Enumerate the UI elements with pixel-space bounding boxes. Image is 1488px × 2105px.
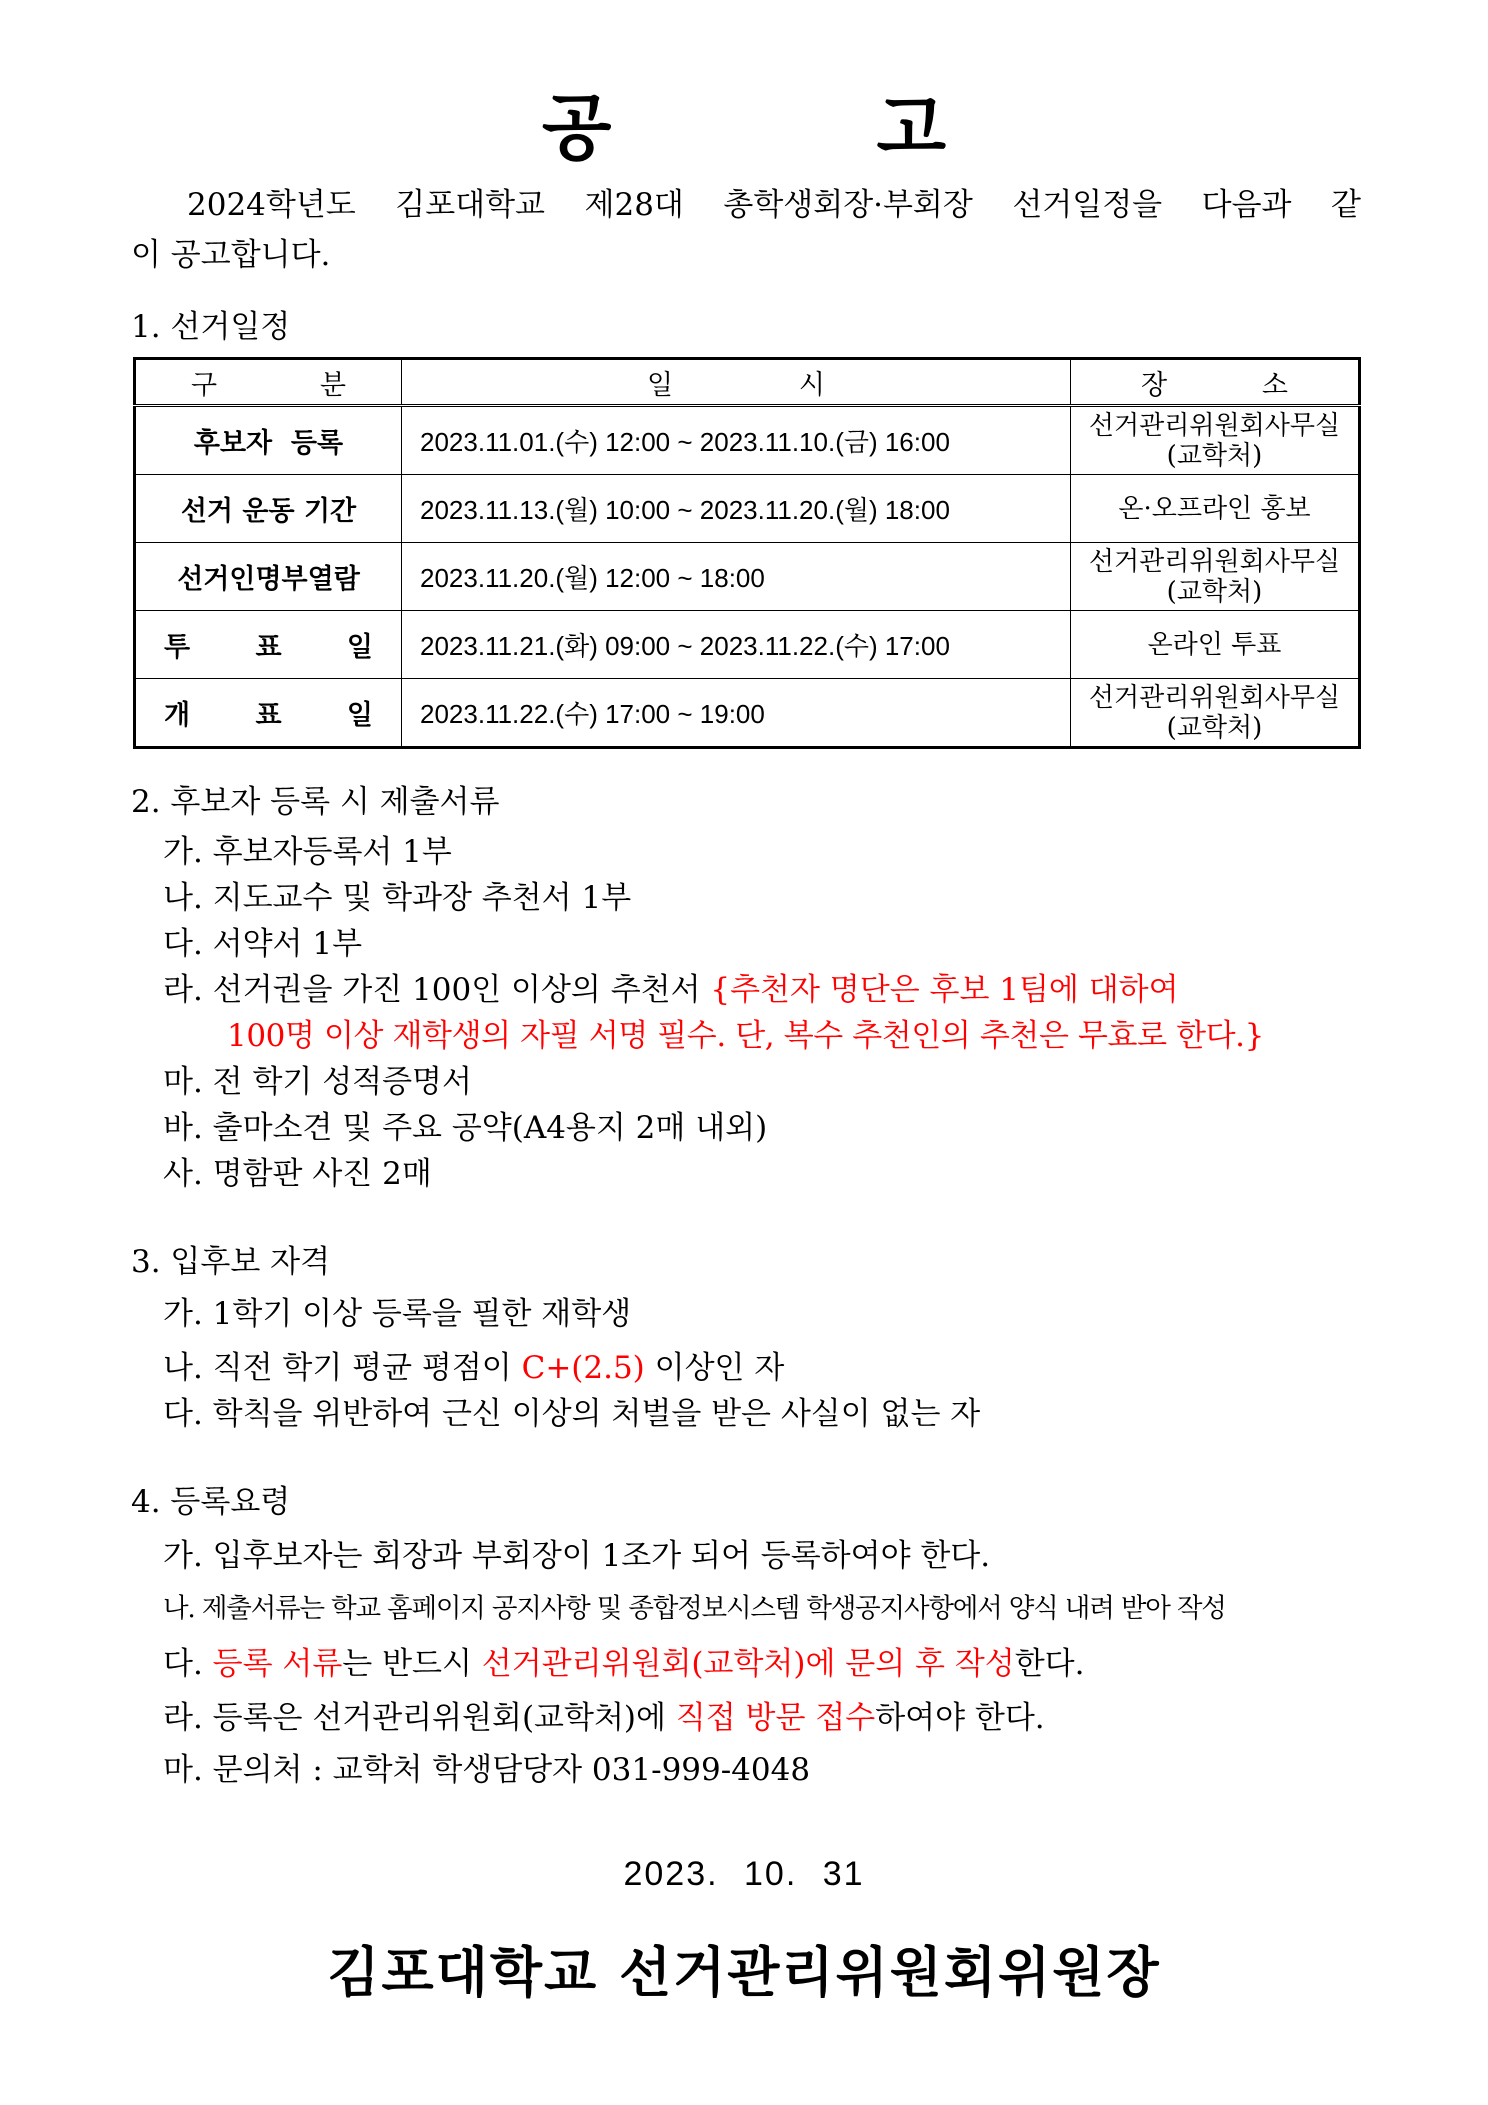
row-place: 선거관리위원회사무실 (교학처) [1071,543,1360,611]
intro-word: 다음과 [1201,187,1292,223]
row-period: 2023.11.13.(월) 10:00 ~ 2023.11.20.(월) 18:00 [402,475,1071,543]
signer-name: 김포대학교 선거관리위원회위원장 [327,1941,1161,2004]
list-item: 마. 문의처 : 교학처 학생담당자 031-999-4048 [163,1752,811,1788]
list-item: 라. 선거권을 가진 100인 이상의 추천서 {추천자 명단은 후보 1팀에 대하여 [163,972,1179,1008]
header-place: 장 소 [1071,359,1360,406]
highlight-text: 등록 서류 [212,1646,343,1682]
schedule-table [133,357,1361,749]
list-item: 다. 서약서 1부 [163,926,363,962]
row-period: 2023.11.22.(수) 17:00 ~ 19:00 [402,679,1071,748]
intro-word: 김포대학교 [395,187,545,223]
list-item: 다. 학칙을 위반하여 근신 이상의 처벌을 받은 사실이 없는 자 [163,1396,981,1432]
intro-word: 제28대 [584,187,684,223]
table-header-row [135,359,1360,406]
list-item: 라. 등록은 선거관리위원회(교학처)에 직접 방문 접수하여야 한다. [163,1700,1045,1736]
highlight-text: 100명 이상 재학생의 자필 서명 필수. 단, 복수 추천인의 추천은 무효로 한다.} [227,1018,1264,1054]
row-label: 투 표 일 [135,611,402,679]
row-place: 온·오프라인 홍보 [1071,475,1360,543]
highlight-text: {추천자 명단은 후보 1팀에 대하여 [710,972,1179,1008]
list-item: 나. 직전 학기 평균 평점이 C+(2.5) 이상인 자 [163,1350,785,1386]
intro-line-1 [131,180,1361,230]
table-row [135,543,1360,611]
list-item: 바. 출마소견 및 주요 공약(A4용지 2매 내외) [163,1110,768,1146]
row-label: 선거인명부열람 [135,543,402,611]
list-item: 나. 지도교수 및 학과장 추천서 1부 [163,880,632,916]
notice-date: 2023. 10. 31 [623,1855,865,1893]
section-1-heading: 1. 선거일정 [131,309,291,345]
row-period: 2023.11.20.(월) 12:00 ~ 18:00 [402,543,1071,611]
section-3-heading: 3. 입후보 자격 [131,1244,331,1280]
row-label: 선거 운동 기간 [135,475,402,543]
table-row [135,611,1360,679]
list-item: 사. 명함판 사진 2매 [163,1156,432,1192]
header-category: 구 분 [135,359,402,406]
intro-word: 총학생회장·부회장 [723,187,973,223]
intro-word: 같 [1331,187,1361,223]
section-4-heading: 4. 등록요령 [131,1484,291,1520]
table-row [135,475,1360,543]
section-2-heading: 2. 후보자 등록 시 제출서류 [131,784,500,820]
row-period: 2023.11.01.(수) 12:00 ~ 2023.11.10.(금) 16:00 [402,406,1071,475]
list-item: 다. 등록 서류는 반드시 선거관리위원회(교학처)에 문의 후 작성한다. [163,1646,1085,1682]
row-period: 2023.11.21.(화) 09:00 ~ 2023.11.22.(수) 17:00 [402,611,1071,679]
row-place: 온라인 투표 [1071,611,1360,679]
list-item: 가. 1학기 이상 등록을 필한 재학생 [163,1296,632,1332]
table-row [135,406,1360,475]
highlight-text: 직접 방문 접수 [675,1700,876,1736]
intro-word: 2024학년도 [187,187,356,223]
list-item: 가. 후보자등록서 1부 [163,834,452,870]
row-place: 선거관리위원회사무실 (교학처) [1071,406,1360,475]
row-place: 선거관리위원회사무실 (교학처) [1071,679,1360,748]
table-row [135,679,1360,748]
row-label: 후보자 등록 [135,406,402,475]
notice-title: 공 고 [541,86,1067,170]
highlight-text: 선거관리위원회(교학처)에 문의 후 작성 [481,1646,1015,1682]
header-datetime: 일 시 [402,359,1071,406]
intro-line-2: 이 공고합니다. [131,237,331,273]
intro-word: 선거일정을 [1012,187,1163,223]
list-item: 마. 전 학기 성적증명서 [163,1064,472,1100]
intro-paragraph [131,180,1361,280]
list-item: 가. 입후보자는 회장과 부회장이 1조가 되어 등록하여야 한다. [163,1538,991,1574]
list-item: 나. 제출서류는 학교 홈페이지 공지사항 및 종합정보시스템 학생공지사항에서 양식 내려 받아 작성 [163,1593,1226,1624]
row-label: 개 표 일 [135,679,402,748]
highlight-text: C+(2.5) [521,1350,645,1386]
